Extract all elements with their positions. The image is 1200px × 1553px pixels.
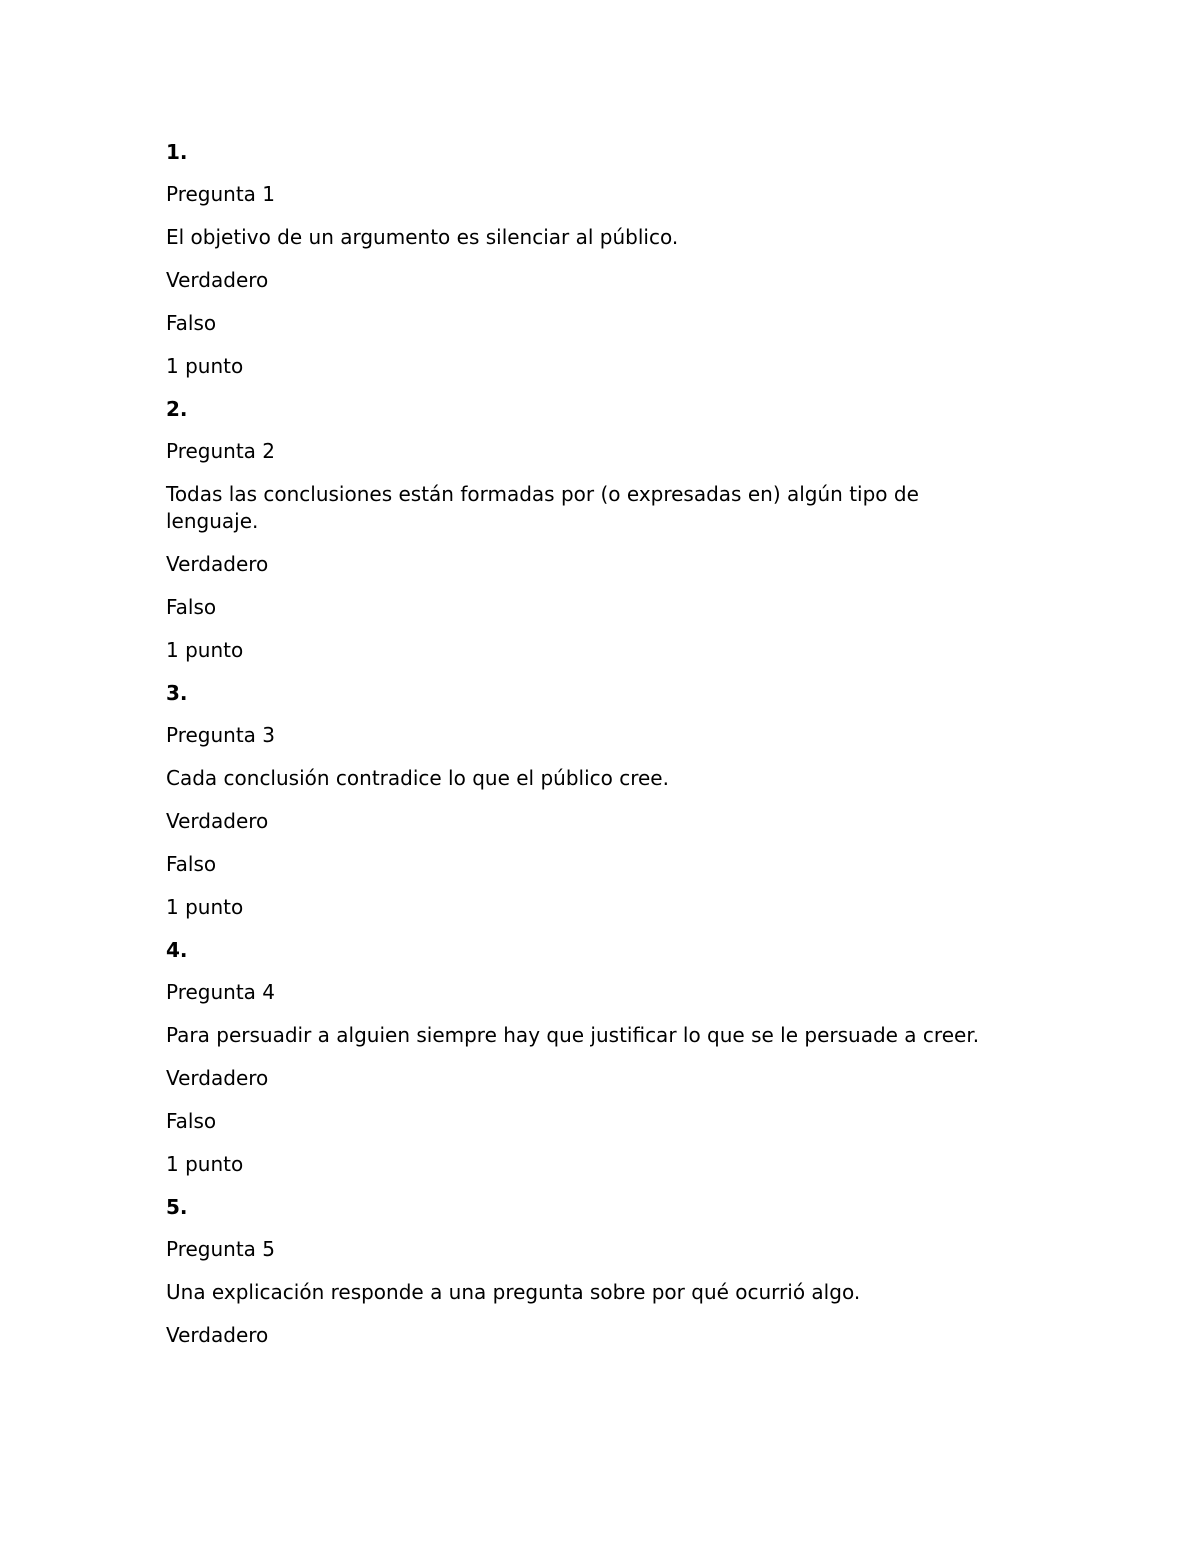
option-true[interactable]: Verdadero xyxy=(166,1066,269,1090)
question-text: El objetivo de un argumento es silenciar al público. xyxy=(166,225,679,249)
option-false[interactable]: Falso xyxy=(166,311,217,335)
question-text: Cada conclusión contradice lo que el público cree. xyxy=(166,766,669,790)
question-points: 1 punto xyxy=(166,638,244,662)
question-points: 1 punto xyxy=(166,1152,244,1176)
question-title: Pregunta 5 xyxy=(166,1237,276,1261)
question-title: Pregunta 1 xyxy=(166,182,276,206)
question-title: Pregunta 2 xyxy=(166,439,276,463)
question-block xyxy=(166,139,1000,379)
question-number: 5. xyxy=(166,1195,188,1219)
option-false[interactable]: Falso xyxy=(166,1109,217,1133)
option-false[interactable]: Falso xyxy=(166,595,217,619)
question-block xyxy=(166,937,1000,1177)
question-title: Pregunta 4 xyxy=(166,980,276,1004)
question-text: Una explicación responde a una pregunta sobre por qué ocurrió algo. xyxy=(166,1280,861,1304)
question-block xyxy=(166,396,1000,663)
question-block xyxy=(166,680,1000,920)
question-number: 1. xyxy=(166,140,188,164)
question-number: 4. xyxy=(166,938,188,962)
option-true[interactable]: Verdadero xyxy=(166,1323,269,1347)
option-true[interactable]: Verdadero xyxy=(166,809,269,833)
question-text: Todas las conclusiones están formadas por (o expresadas en) algún tipo de lenguaje. xyxy=(166,482,919,533)
question-number: 3. xyxy=(166,681,188,705)
question-text: Para persuadir a alguien siempre hay que justificar lo que se le persuade a creer. xyxy=(166,1023,980,1047)
option-true[interactable]: Verdadero xyxy=(166,268,269,292)
question-block xyxy=(166,1194,1000,1348)
option-true[interactable]: Verdadero xyxy=(166,552,269,576)
question-title: Pregunta 3 xyxy=(166,723,276,747)
option-false[interactable]: Falso xyxy=(166,852,217,876)
question-points: 1 punto xyxy=(166,895,244,919)
question-points: 1 punto xyxy=(166,354,244,378)
question-number: 2. xyxy=(166,397,188,421)
